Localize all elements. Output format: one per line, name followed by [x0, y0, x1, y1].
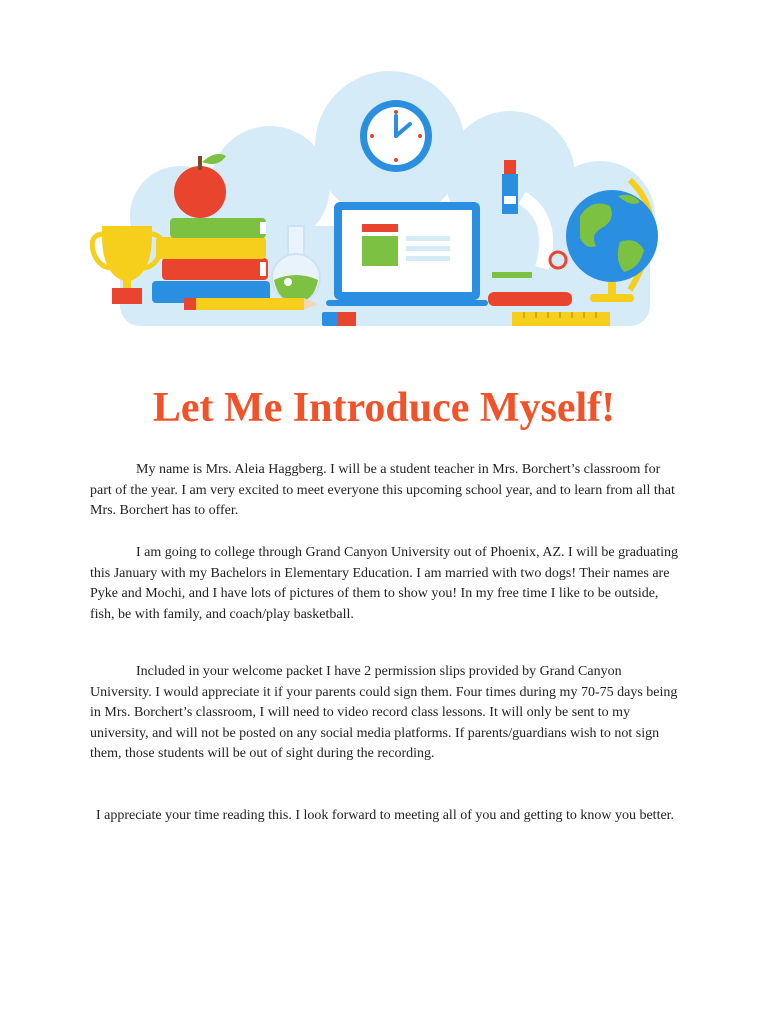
intro-paragraph: My name is Mrs. Aleia Haggberg. I will be a student teacher in Mrs. Borchert’s classroom for part of the year. I am very excited to meet everyone this upcoming school year, and to learn from all that Mrs. Borchert has to offer.: [90, 462, 675, 519]
permission-paragraph: Included in your welcome packet I have 2 permission slips provided by Grand Canyon University. I would appreciate it if your parents could sign them. Four times during my 70-75 days being in Mrs. Borchert’s classroom, I will need to video record class lessons. It will only be sent to my university, and will not be posted on any social media platforms. If parents/guardians wish to not sign them, those students will be out of sight during the recording.: [90, 664, 678, 762]
clock-icon: [360, 100, 432, 172]
page-title: Let Me Introduce Myself!: [152, 385, 616, 431]
closing-paragraph: I appreciate your time reading this. I look forward to meeting all of you and getting to know you better.: [95, 808, 675, 823]
college-paragraph: I am going to college through Grand Canyon University out of Phoenix, AZ. I will be graduating this January with my Bachelors in Elementary Education. I am married with two dogs! Their names are Pyke and Mochi, and I have lots of pictures of them to show you! In my free time I like to be outside, fish, be with family, and coach/play basketball.: [90, 545, 679, 622]
ruler-icon: [512, 312, 610, 326]
eraser-icon: [322, 312, 356, 326]
pencil-icon: [184, 298, 318, 310]
laptop-icon: [326, 202, 488, 306]
school-banner-illustration: [90, 66, 680, 336]
